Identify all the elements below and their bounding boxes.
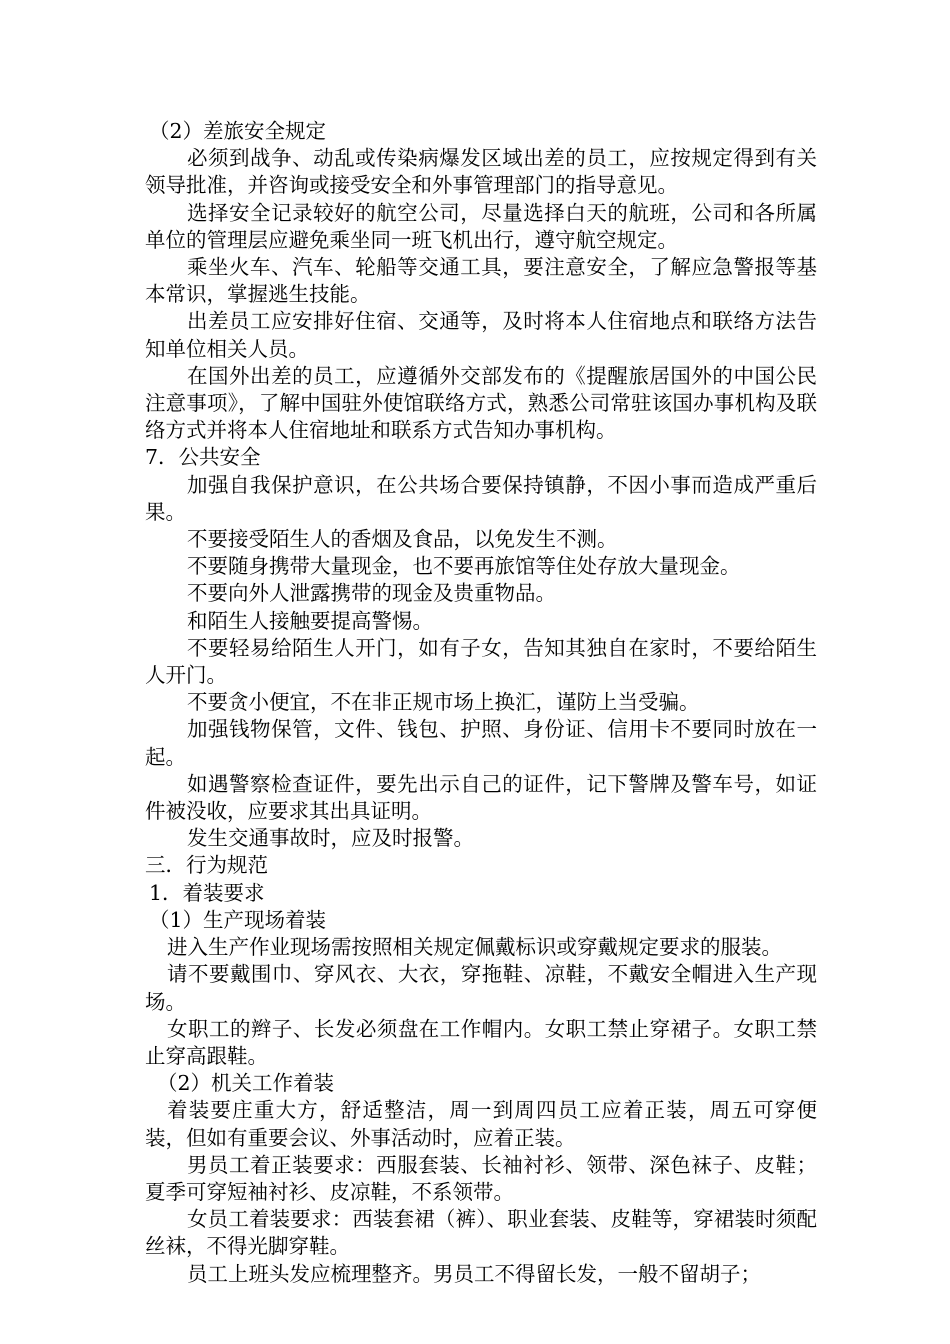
paragraph: 着装要庄重大方，舒适整洁，周一到周四员工应着正装，周五可穿便装，但如有重要会议、外事活动时，应着正装。: [145, 1098, 817, 1150]
section-heading: （1）生产现场着装: [149, 907, 327, 932]
paragraph: 男员工着正装要求：西服套装、长袖衬衫、领带、深色袜子、皮鞋；夏季可穿短袖衬衫、皮凉鞋，不系领带。: [145, 1152, 817, 1204]
paragraph: 如遇警察检查证件，要先出示自己的证件，记下警牌及警车号，如证件被没收，应要求其出具证明。: [145, 771, 817, 824]
paragraph: 员工上班头发应梳理整齐。男员工不得留长发，一般不留胡子；: [187, 1261, 761, 1286]
section-heading: （2）机关工作着装: [157, 1071, 335, 1096]
paragraph: 选择安全记录较好的航空公司，尽量选择白天的航班，公司和各所属单位的管理层应避免乘坐同一班飞机出行，遵守航空规定。: [145, 200, 817, 252]
section-heading: 三．行为规范: [145, 853, 268, 878]
paragraph: 加强自我保护意识，在公共场合要保持镇静，不因小事而造成严重后果。: [145, 472, 817, 524]
paragraph: 女职工的辫子、长发必须盘在工作帽内。女职工禁止穿裙子。女职工禁止穿高跟鞋。: [145, 1016, 817, 1068]
paragraph: 不要接受陌生人的香烟及食品，以免发生不测。: [187, 527, 618, 552]
paragraph: 请不要戴围巾、穿风衣、大衣，穿拖鞋、凉鞋，不戴安全帽进入生产现场。: [145, 962, 817, 1014]
paragraph: 乘坐火车、汽车、轮船等交通工具，要注意安全，了解应急警报等基本常识，掌握逃生技能。: [145, 255, 817, 307]
section-heading: 1．着装要求: [149, 880, 265, 905]
document-page: [145, 118, 817, 1288]
paragraph: 出差员工应安排好住宿、交通等，及时将本人住宿地点和联络方法告知单位相关人员。: [145, 309, 817, 361]
paragraph: 在国外出差的员工，应遵循外交部发布的《提醒旅居国外的中国公民注意事项》，了解中国驻外使馆联络方式，熟悉公司常驻该国办事机构及联络方式并将本人住宿地址和联系方式告知办事机构。: [145, 363, 817, 443]
paragraph: 必须到战争、动乱或传染病爆发区域出差的员工，应按规定得到有关领导批准，并咨询或接受安全和外事管理部门的指导意见。: [145, 146, 817, 198]
paragraph: 女员工着装要求：西装套裙（裤）、职业套装、皮鞋等，穿裙装时须配丝袜，不得光脚穿鞋。: [145, 1207, 817, 1259]
paragraph: 进入生产作业现场需按照相关规定佩戴标识或穿戴规定要求的服装。: [167, 935, 782, 960]
section-heading: 7．公共安全: [145, 445, 261, 470]
paragraph: 不要轻易给陌生人开门，如有子女，告知其独自在家时，不要给陌生人开门。: [145, 635, 817, 688]
paragraph: 不要随身携带大量现金，也不要再旅馆等住处存放大量现金。: [187, 554, 741, 579]
paragraph: 不要向外人泄露携带的现金及贵重物品。: [187, 581, 556, 606]
paragraph: 发生交通事故时，应及时报警。: [187, 826, 474, 851]
paragraph: 不要贪小便宜，不在非正规市场上换汇，谨防上当受骗。: [187, 690, 700, 715]
paragraph: 和陌生人接触要提高警惕。: [187, 608, 433, 633]
section-heading: （2）差旅安全规定: [149, 119, 327, 143]
paragraph: 加强钱物保管，文件、钱包、护照、身份证、信用卡不要同时放在一起。: [145, 717, 817, 769]
